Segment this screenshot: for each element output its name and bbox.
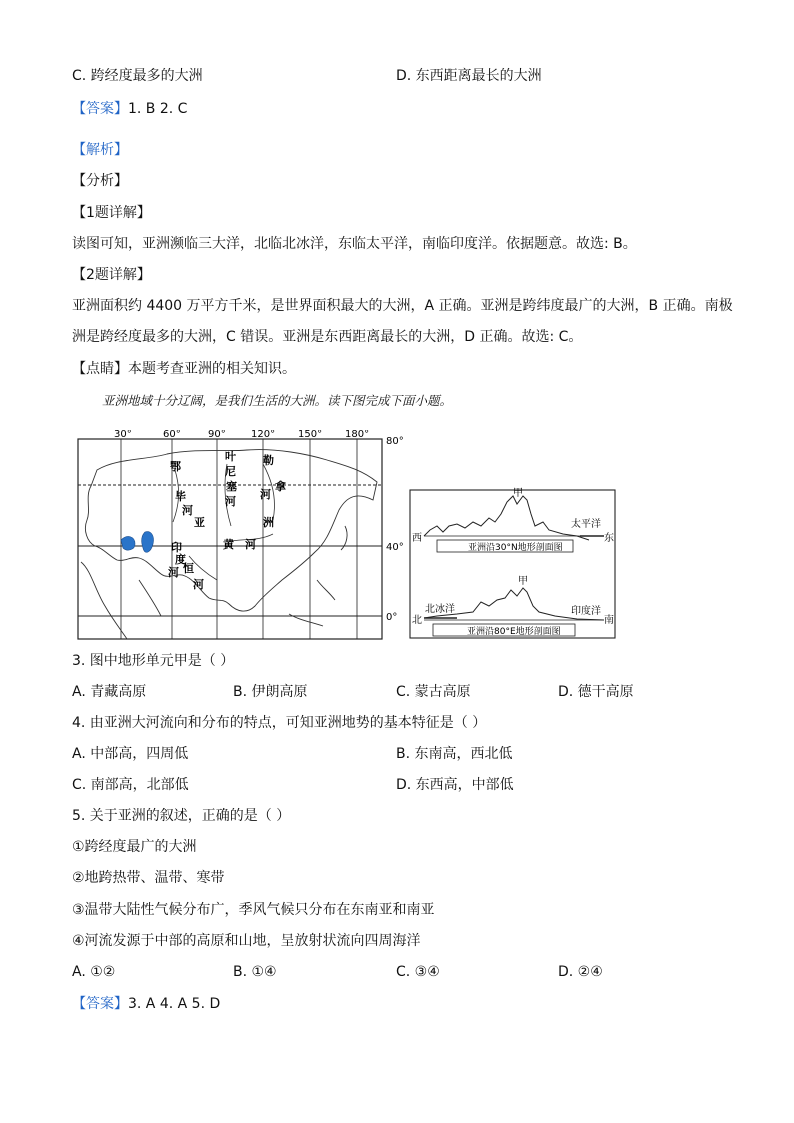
river-label: 河 xyxy=(182,504,193,517)
asia-map xyxy=(78,430,404,639)
river-label: 河 xyxy=(260,488,271,501)
q5-statement-1: ①跨经度最广的大洲 xyxy=(72,839,197,855)
lat-label: 40° xyxy=(386,542,404,553)
profile-top-ocean: 太平洋 xyxy=(571,519,601,530)
river-label: 尼 xyxy=(225,465,236,478)
profile-top-east: 东 xyxy=(604,533,614,544)
fenxi-tag: 【分析】 xyxy=(72,173,128,189)
dianjing-text: 本题考查亚洲的相关知识。 xyxy=(128,361,296,377)
lon-label: 90° xyxy=(208,430,226,440)
profile-bottom-south: 南 xyxy=(604,615,614,626)
q5-statement-4: ④河流发源于中部的高原和山地，呈放射状流向四周海洋 xyxy=(72,933,421,949)
profile-panel xyxy=(410,487,615,638)
answer-tag: 【答案】 xyxy=(72,101,128,117)
profile-top-peak: 甲 xyxy=(513,488,523,499)
river-label: 洲 xyxy=(263,516,274,529)
q4-option-b[interactable]: B. 东南高，西北低 xyxy=(396,746,513,762)
prev-option-c: C. 跨经度最多的大洲 xyxy=(72,68,203,84)
lon-label: 60° xyxy=(163,430,181,440)
river-label: 塞 xyxy=(226,480,237,493)
river-label: 毕 xyxy=(175,490,186,503)
q3-option-d[interactable]: D. 德干高原 xyxy=(558,684,634,700)
profile-bottom-title: 亚洲沿80°E地形剖面图 xyxy=(467,627,561,637)
q5-option-d[interactable]: D. ②④ xyxy=(558,964,603,980)
q5-option-a[interactable]: A. ①② xyxy=(72,964,116,980)
answer-text: 3. A 4. A 5. D xyxy=(128,996,221,1012)
q5-option-c[interactable]: C. ③④ xyxy=(396,964,440,980)
river-label: 印 xyxy=(171,541,182,554)
river-label: 河 xyxy=(168,566,179,579)
q4-option-d[interactable]: D. 东西高，中部低 xyxy=(396,777,514,793)
q5-stem: 5. 关于亚洲的叙述，正确的是（ ） xyxy=(72,808,291,824)
river-label: 鄂 xyxy=(170,460,181,473)
passage-intro: 亚洲地域十分辽阔，是我们生活的大洲。读下图完成下面小题。 xyxy=(102,393,453,408)
dianjing-tag: 【点睛】 xyxy=(72,361,128,377)
q4-option-a[interactable]: A. 中部高，四周低 xyxy=(72,746,189,762)
q2-detail-line1: 亚洲面积约 4400 万平方千米，是世界面积最大的大洲，A 正确。亚洲是跨纬度最广的大洲，B 正确。南极 xyxy=(72,298,733,314)
answer-line-1 xyxy=(72,100,187,118)
answer-text: 1. B 2. C xyxy=(128,101,188,117)
q5-option-b[interactable]: B. ①④ xyxy=(233,964,277,980)
q2-detail-line2: 洲是跨经度最多的大洲，C 错误。亚洲是东西距离最长的大洲，D 正确。故选: C。 xyxy=(72,329,583,345)
river-label: 河 xyxy=(193,578,204,591)
river-label: 黄 xyxy=(223,538,234,551)
analysis-tag: 【解析】 xyxy=(72,142,128,158)
asia-figure xyxy=(77,430,617,642)
profile-bottom-north: 北 xyxy=(412,615,422,626)
river-label: 叶 xyxy=(225,450,236,463)
river-label: 恒 xyxy=(183,562,194,575)
river-label: 亚 xyxy=(194,516,205,529)
q1-detail-text: 读图可知，亚洲濒临三大洋，北临北冰洋，东临太平洋，南临印度洋。依据题意。故选: B。 xyxy=(72,236,637,252)
q4-option-c[interactable]: C. 南部高，北部低 xyxy=(72,777,189,793)
profile-top-title: 亚洲沿30°N地形剖面图 xyxy=(468,543,563,553)
river-label: 拿 xyxy=(275,480,286,493)
lon-label: 120° xyxy=(251,430,276,440)
lon-label: 30° xyxy=(114,430,132,440)
prev-option-d: D. 东西距离最长的大洲 xyxy=(396,68,542,84)
river-label: 河 xyxy=(225,495,236,508)
lon-label: 150° xyxy=(298,430,323,440)
q1-detail-tag: 【1题详解】 xyxy=(72,205,151,221)
q3-stem: 3. 图中地形单元甲是（ ） xyxy=(72,653,235,669)
q5-statement-2: ②地跨热带、温带、寒带 xyxy=(72,870,225,886)
q3-option-a[interactable]: A. 青藏高原 xyxy=(72,684,147,700)
q2-detail-tag: 【2题详解】 xyxy=(72,267,151,283)
dianjing-line xyxy=(72,360,296,378)
profile-bottom-ocean-right: 印度洋 xyxy=(571,606,601,617)
answer-line-2 xyxy=(72,995,220,1013)
profile-bottom-ocean-left: 北冰洋 xyxy=(425,604,455,615)
lon-label: 180° xyxy=(345,430,370,440)
q4-stem: 4. 由亚洲大河流向和分布的特点，可知亚洲地势的基本特征是（ ） xyxy=(72,715,487,731)
river-label: 勒 xyxy=(263,454,274,467)
q3-option-b[interactable]: B. 伊朗高原 xyxy=(233,684,308,700)
answer-tag: 【答案】 xyxy=(72,996,128,1012)
river-label: 河 xyxy=(245,538,256,551)
profile-top-west: 西 xyxy=(412,533,422,544)
profile-bottom-peak: 甲 xyxy=(518,576,528,587)
asia-figure-svg xyxy=(77,430,617,642)
lat-label: 80° xyxy=(386,436,404,447)
river-label: 度 xyxy=(175,553,186,566)
lat-label: 0° xyxy=(386,612,398,623)
q5-statement-3: ③温带大陆性气候分布广，季风气候只分布在东南亚和南亚 xyxy=(72,902,435,918)
q3-option-c[interactable]: C. 蒙古高原 xyxy=(396,684,471,700)
